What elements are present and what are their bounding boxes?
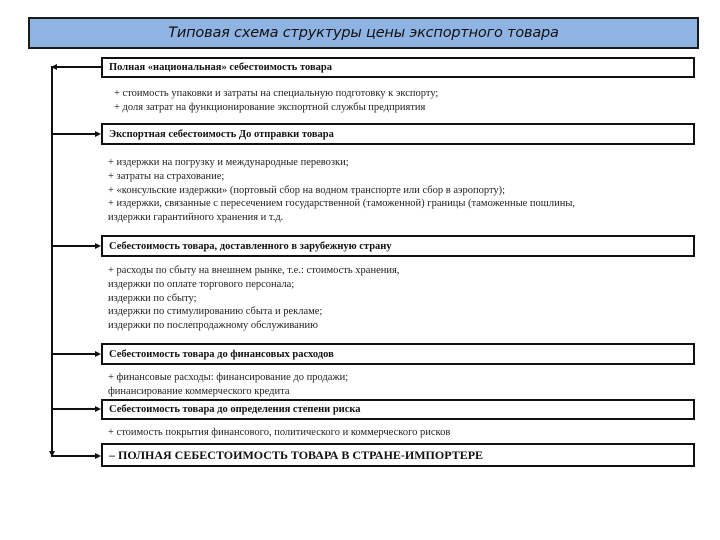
stage-box-national-cost: Полная «национальная» себестоимость товара <box>101 57 695 78</box>
stage-notes-pre-risk-cost <box>108 426 693 440</box>
note-line: + издержки, связанные с пересечением государственной (таможенной) границы (таможенные пошлины, <box>108 198 576 210</box>
connector-stage-3 <box>51 245 95 247</box>
connector-stage-6 <box>51 455 95 457</box>
connector-stage-5 <box>51 408 95 410</box>
note-line: + расходы по сбыту на внешнем рынке, т.е.: стоимость хранения, <box>108 265 400 276</box>
note-line: финансирование коммерческого кредита <box>108 385 290 397</box>
connector-vertical-line <box>51 67 53 456</box>
note-line: + финансовые расходы: финансирование до продажи; <box>108 372 349 383</box>
stage-box-full-import-cost: – ПОЛНАЯ СЕБЕСТОИМОСТЬ ТОВАРА В СТРАНЕ-ИМПОРТЕРЕ <box>101 443 695 467</box>
stage-notes-export-cost <box>108 156 693 225</box>
note-line: + «консульские издержки» (портовый сбор на водном транспорте или сбор в аэропорту); <box>108 184 506 196</box>
diagram-title: Типовая схема структуры цены экспортного товара <box>28 17 699 49</box>
connector-stage-4 <box>51 353 95 355</box>
note-line: + издержки на погрузку и международные перевозки; <box>108 157 349 168</box>
stage-box-pre-finance-cost: Себестоимость товара до финансовых расходов <box>101 343 695 365</box>
stage-box-delivered-cost: Себестоимость товара, доставленного в зарубежную страну <box>101 235 695 257</box>
stage-notes-national-cost <box>108 87 693 115</box>
note-line: издержки по оплате торгового персонала; <box>108 278 295 290</box>
note-line: + стоимость покрытия финансового, политического и коммерческого рисков <box>108 427 451 438</box>
connector-stage-2 <box>51 133 95 135</box>
note-line: + доля затрат на функционирование экспортной службы предприятия <box>114 101 426 113</box>
arrow-left-icon <box>51 64 57 70</box>
note-line: + стоимость упаковки и затраты на специальную подготовку к экспорту; <box>114 88 439 99</box>
stage-box-pre-risk-cost: Себестоимость товара до определения степени риска <box>101 399 695 420</box>
note-line: издержки по сбыту; <box>108 292 197 304</box>
connector-stage-1 <box>51 66 101 68</box>
note-line: издержки по послепродажному обслуживанию <box>108 320 318 332</box>
note-line: издержки по стимулированию сбыта и рекламе; <box>108 306 323 318</box>
stage-notes-delivered-cost <box>108 264 693 333</box>
note-line: + затраты на страхование; <box>108 170 225 182</box>
stage-box-export-cost: Экспортная себестоимость До отправки товара <box>101 123 695 145</box>
stage-notes-pre-finance-cost <box>108 371 693 399</box>
note-line: издержки гарантийного хранения и т.д. <box>108 212 284 224</box>
